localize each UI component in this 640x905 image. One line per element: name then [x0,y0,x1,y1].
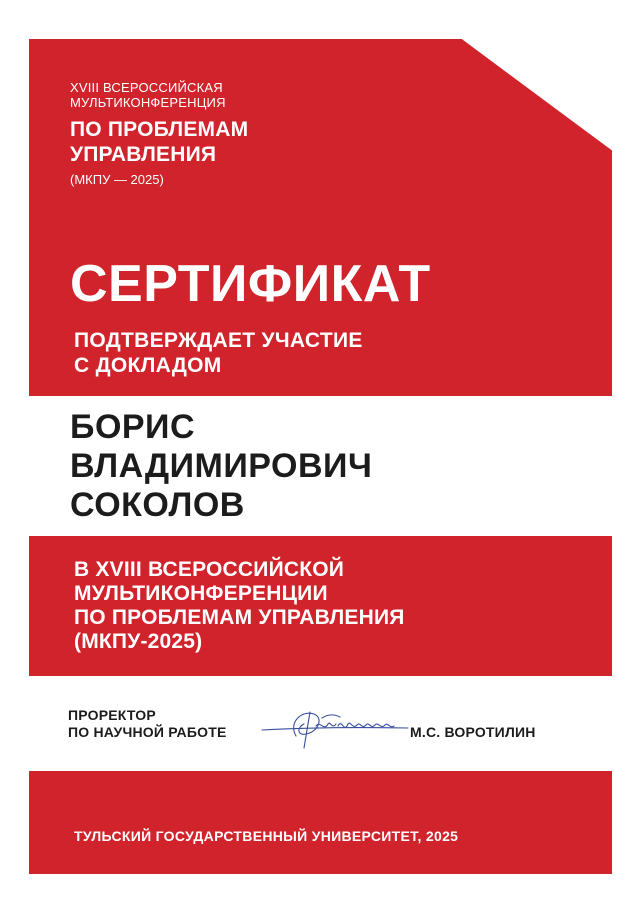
confirmation-line1: ПОДТВЕРЖДАЕТ УЧАСТИЕ [74,329,363,352]
event-line1: В XVIII ВСЕРОССИЙСКОЙ [74,558,345,581]
event-line2: МУЛЬТИКОНФЕРЕНЦИИ [74,582,328,605]
confirmation-line2: С ДОКЛАДОМ [74,354,222,377]
certificate-title: СЕРТИФИКАТ [70,255,431,313]
signatory-role-line1: ПРОРЕКТОР [68,707,156,723]
signatory-name: М.С. ВОРОТИЛИН [410,724,536,740]
conference-title-line2: УПРАВЛЕНИЯ [70,143,217,166]
conference-abbreviation: (МКПУ — 2025) [70,172,164,187]
recipient-last-name: СОКОЛОВ [70,486,245,524]
signatory-role-line2: ПО НАУЧНОЙ РАБОТЕ [68,724,227,740]
event-line3: ПО ПРОБЛЕМАМ УПРАВЛЕНИЯ [74,606,405,629]
conference-edition-line: XVIII ВСЕРОССИЙСКАЯ [70,80,223,95]
conference-type-line: МУЛЬТИКОНФЕРЕНЦИЯ [70,95,226,110]
footer-university: ТУЛЬСКИЙ ГОСУДАРСТВЕННЫЙ УНИВЕРСИТЕТ, 2025 [74,828,459,844]
handwritten-signature [258,700,418,755]
conference-title-line1: ПО ПРОБЛЕМАМ [70,118,249,141]
recipient-first-name: БОРИС [70,408,196,446]
event-line4: (МКПУ-2025) [74,630,203,653]
recipient-patronymic: ВЛАДИМИРОВИЧ [70,447,373,485]
